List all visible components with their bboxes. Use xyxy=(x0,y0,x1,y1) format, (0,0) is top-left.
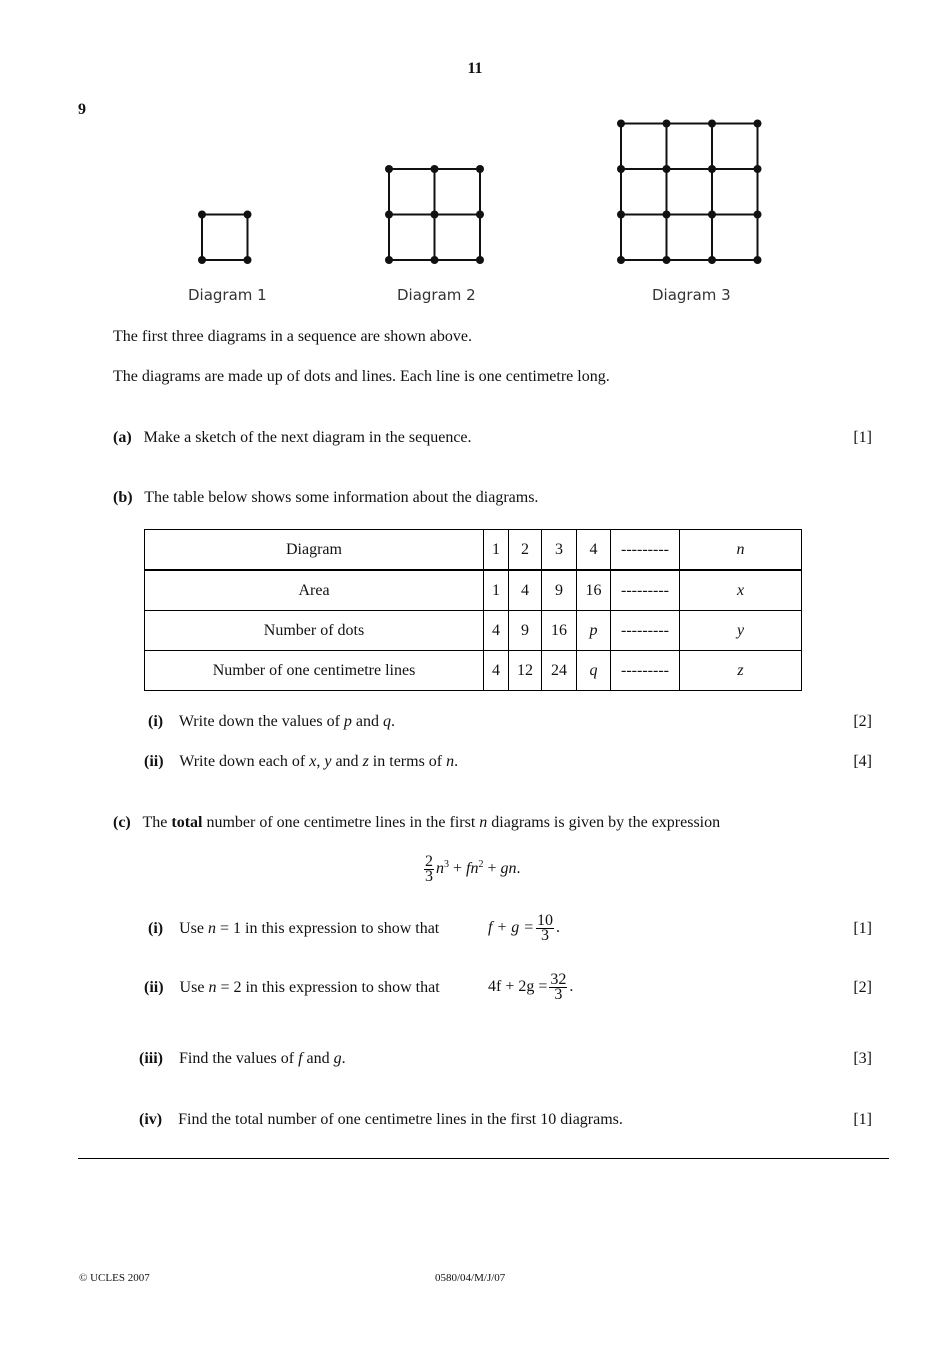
table-row xyxy=(145,611,802,651)
table-cell: --------- xyxy=(611,570,680,611)
part-c-ii xyxy=(144,979,440,997)
table-cell: 16 xyxy=(577,570,611,611)
expr-exp: 2 xyxy=(478,858,484,870)
part-b-i xyxy=(148,713,395,731)
table-row xyxy=(145,570,802,611)
expr-n: n xyxy=(470,860,479,878)
var-f: f xyxy=(298,1050,303,1067)
grid-dot xyxy=(385,165,393,173)
equation-lhs: 4f + 2g = xyxy=(488,978,548,996)
part-b-ii-text: in terms of xyxy=(368,753,447,770)
fraction-num: 32 xyxy=(550,971,567,988)
var-n: n xyxy=(479,814,488,831)
expr-f: f xyxy=(466,860,471,878)
part-c-iv-marks: [1] xyxy=(853,1111,872,1128)
part-c-label: (c) xyxy=(113,814,131,831)
var-n: n xyxy=(208,979,217,996)
grid-dot xyxy=(431,256,439,264)
part-b-ii xyxy=(144,753,458,771)
grid-dot xyxy=(198,211,206,219)
part-b-i-text: . xyxy=(391,713,396,730)
expr-op: + xyxy=(483,860,501,878)
part-b-ii-text: , xyxy=(316,753,325,770)
var-q: q xyxy=(383,713,392,730)
table-cell: 9 xyxy=(509,611,542,651)
intro-line-1: The first three diagrams in a sequence are shown above. xyxy=(113,328,472,345)
var-p: p xyxy=(343,713,352,730)
var-x: x xyxy=(309,753,317,770)
table-row xyxy=(145,530,802,571)
table-cell: 12 xyxy=(509,651,542,691)
part-c-iii-text: and xyxy=(302,1050,334,1067)
grid-dot xyxy=(754,165,762,173)
table-cell: 9 xyxy=(542,570,577,611)
part-c-ii-text: Use xyxy=(179,979,209,996)
part-c-ii-equation: 4f + 2g = $\frac{32}{3}$ . xyxy=(488,971,574,1003)
part-c-i-text: Use xyxy=(179,920,208,937)
grid-dot xyxy=(708,211,716,219)
table-cell: 2 xyxy=(509,530,542,571)
footer-code: 0580/04/M/J/07 xyxy=(435,1272,506,1284)
grid-dot xyxy=(754,256,762,264)
part-b-ii-marks: [4] xyxy=(853,753,872,770)
table-cell: 4 xyxy=(509,570,542,611)
grid-dot xyxy=(663,211,671,219)
diagram-info-table xyxy=(144,529,802,691)
expr-gn: gn xyxy=(500,860,517,878)
var-n: n xyxy=(446,753,455,770)
table-cell: z xyxy=(680,651,802,691)
table-cell: 16 xyxy=(542,611,577,651)
grid-dot xyxy=(431,165,439,173)
table-cell: Number of dots xyxy=(145,611,484,651)
part-b-ii-text: . xyxy=(454,753,459,770)
grid-dot xyxy=(754,120,762,128)
fraction-num: 2 xyxy=(425,853,433,870)
diagram-3-label: Diagram 3 xyxy=(652,286,731,304)
table-cell: n xyxy=(680,530,802,571)
part-b-i-label: (i) xyxy=(148,713,164,730)
part-c-bold: total xyxy=(171,814,203,831)
table-cell: --------- xyxy=(611,611,680,651)
var-z: z xyxy=(362,753,369,770)
table-cell: y xyxy=(680,611,802,651)
table-row xyxy=(145,651,802,691)
part-c-iv-text: Find the total number of one centimetre lines in the first 10 diagrams. xyxy=(178,1111,623,1128)
grid-dot xyxy=(617,256,625,264)
diagram-2-label: Diagram 2 xyxy=(397,286,476,304)
grid-dot xyxy=(663,256,671,264)
table-cell: q xyxy=(577,651,611,691)
part-c-i-marks: [1] xyxy=(853,920,872,937)
footer-copyright: © UCLES 2007 xyxy=(79,1272,150,1284)
part-c-i-text: = 1 in this expression to show that xyxy=(216,920,440,937)
fraction-num: 10 xyxy=(537,912,554,929)
table-cell: --------- xyxy=(611,651,680,691)
grid-dot xyxy=(385,211,393,219)
grid-dot xyxy=(617,120,625,128)
page-number: 11 xyxy=(467,60,483,77)
equation-lhs: f + g = xyxy=(488,919,535,937)
grid-dot xyxy=(708,165,716,173)
divider xyxy=(78,1158,889,1159)
expr-op: + xyxy=(449,860,467,878)
table-cell: 24 xyxy=(542,651,577,691)
expression xyxy=(422,855,521,884)
fraction xyxy=(424,855,434,884)
grid-dot xyxy=(476,256,484,264)
part-b-i-marks: [2] xyxy=(853,713,872,730)
part-a-marks: [1] xyxy=(853,429,872,446)
part-c xyxy=(113,814,720,832)
table-cell: 4 xyxy=(484,611,509,651)
part-c-iii-text: . xyxy=(341,1050,346,1067)
var-y: y xyxy=(324,753,332,770)
part-b-ii-text: and xyxy=(331,753,363,770)
diagram-1-label: Diagram 1 xyxy=(188,286,267,304)
part-c-ii-label: (ii) xyxy=(144,979,164,996)
table-cell: 1 xyxy=(484,570,509,611)
grid-dot xyxy=(617,165,625,173)
part-c-iii-label: (iii) xyxy=(139,1050,163,1067)
grid-dot xyxy=(385,256,393,264)
part-c-iii xyxy=(139,1050,346,1068)
grid-dot xyxy=(754,211,762,219)
grid-dot xyxy=(244,211,252,219)
part-c-iv xyxy=(139,1111,623,1129)
part-b-i-text: Write down the values of xyxy=(178,713,344,730)
part-a-text: Make a sketch of the next diagram in the sequence. xyxy=(143,429,472,446)
part-a-label: (a) xyxy=(113,429,132,446)
grid-dot xyxy=(617,211,625,219)
fraction-den: 3 xyxy=(425,868,433,885)
table-cell: Area xyxy=(145,570,484,611)
table-cell: p xyxy=(577,611,611,651)
fraction-den: 3 xyxy=(554,986,563,1003)
part-c-ii-text: = 2 in this expression to show that xyxy=(216,979,440,996)
var-g: g xyxy=(333,1050,342,1067)
sequence-diagrams xyxy=(0,0,950,280)
intro-line-2: The diagrams are made up of dots and lines. Each line is one centimetre long. xyxy=(113,368,610,385)
part-b-text: The table below shows some information about the diagrams. xyxy=(144,489,539,506)
grid-dot xyxy=(198,256,206,264)
part-c-text: number of one centimetre lines in the first xyxy=(202,814,480,831)
part-b-ii-text: Write down each of xyxy=(179,753,310,770)
part-c-iii-marks: [3] xyxy=(853,1050,872,1067)
part-c-i-label: (i) xyxy=(148,920,164,937)
table-cell: x xyxy=(680,570,802,611)
grid-dot xyxy=(708,120,716,128)
fraction xyxy=(536,914,554,943)
grid-dot xyxy=(476,165,484,173)
part-a xyxy=(113,429,472,447)
grid-dot xyxy=(476,211,484,219)
part-c-text: The xyxy=(142,814,172,831)
var-n: n xyxy=(208,920,216,937)
expr-n: n xyxy=(436,860,444,878)
question-number: 9 xyxy=(78,101,86,118)
grid-dot xyxy=(663,165,671,173)
grid-dot xyxy=(431,211,439,219)
part-c-iii-text: Find the values of xyxy=(179,1050,299,1067)
part-c-ii-marks: [2] xyxy=(853,979,872,996)
part-b-ii-label: (ii) xyxy=(144,753,164,770)
table-cell: 1 xyxy=(484,530,509,571)
expr-dot: . xyxy=(516,860,521,878)
part-b-label: (b) xyxy=(113,489,133,506)
grid-dot xyxy=(708,256,716,264)
part-c-iv-label: (iv) xyxy=(139,1111,163,1128)
fraction-den: 3 xyxy=(541,927,550,944)
grid-dot xyxy=(244,256,252,264)
table-cell: Diagram xyxy=(145,530,484,571)
table-cell: 3 xyxy=(542,530,577,571)
expr-exp: 3 xyxy=(444,858,449,870)
table-cell: 4 xyxy=(577,530,611,571)
table-cell: Number of one centimetre lines xyxy=(145,651,484,691)
part-b-i-text: and xyxy=(351,713,384,730)
part-c-i-equation: f + g = $\frac{10}{3}$ . xyxy=(488,912,561,944)
table-cell: 4 xyxy=(484,651,509,691)
table-cell: --------- xyxy=(611,530,680,571)
part-b xyxy=(113,489,538,507)
grid-dot xyxy=(663,120,671,128)
part-c-text: diagrams is given by the expression xyxy=(487,814,721,831)
part-c-i xyxy=(148,920,439,938)
fraction xyxy=(549,973,567,1002)
